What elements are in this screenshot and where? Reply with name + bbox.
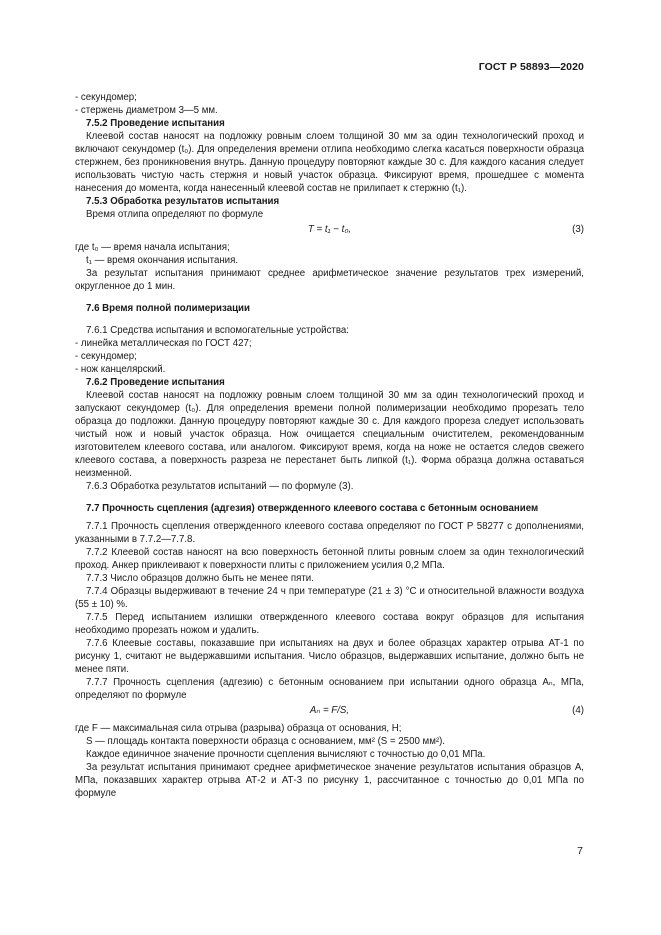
paragraph: Клеевой состав наносят на подложку ровным слоем толщиной 30 мм за один технологический проход и включают секундомер (t₀). Для определения времени отлипа необходимо слегка касаться поверхности образца стержнем, без проникновения внутрь. Данную процедуру повторяют каждые 30 с. Для каждого касания следует использовать чистую часть стержня и новый участок образца. Фиксируют время, прошедшее с момента нанесения до момента, когда нанесенный клеевой состав не прилипает к стержню (t₁). — [75, 131, 584, 194]
paragraph: За результат испытания принимают среднее арифметическое значение результатов испытания образцов A, МПа, показавших характер отрыва АТ-2 и АТ-3 по рисунку 1, рассчитанное с точностью до 0,01 МПа по формуле — [75, 762, 584, 799]
paragraph: Клеевой состав наносят на подложку ровным слоем толщиной 30 мм за один технологический проход и запускают секундомер (t₀). Для определения времени полной полимеризации необходимо прорезать тело образца до подложки. Данную процедуру повторяют каждые 30 с. Для каждого прореза следует использовать чистый нож и новый участок образца. Нож очищается специальным очистителем, рекомендованным изготовителем клеевого состава, или аналогом. Фиксируют время, когда на ноже не остается следов свежего клеевого состава, а поверхность разреза не перестанет быть липкой (t₁). Форма образца должна оставаться неизменной. — [75, 390, 584, 479]
section-heading: 7.6.2 Проведение испытания — [86, 377, 225, 388]
formula-definition: t₁ — время окончания испытания. — [86, 255, 239, 266]
list-item: - стержень диаметром 3—5 мм. — [75, 105, 218, 116]
paragraph: 7.7.2 Клеевой состав наносят на всю поверхность бетонной плиты ровным слоем за один технологический проход. Анкер приклеивают к поверхности плиты с приложением усилия 0,2 МПа. — [75, 547, 584, 571]
paragraph: За результат испытания принимают среднее арифметическое значение результатов трех измерений, округленное до 1 мин. — [75, 268, 584, 292]
paragraph: 7.6.1 Средства испытания и вспомогательные устройства: — [86, 325, 349, 336]
section-heading: 7.5.2 Проведение испытания — [86, 118, 225, 129]
formula-4 — [75, 704, 584, 720]
section-heading: 7.7 Прочность сцепления (адгезия) отвержденного клеевого состава с бетонным основанием — [86, 503, 539, 514]
formula-definition: где t₀ — время начала испытания; — [75, 242, 230, 253]
section-heading: 7.6 Время полной полимеризации — [86, 303, 250, 314]
section-heading: 7.5.3 Обработка результатов испытания — [86, 196, 280, 207]
formula-number: (4) — [572, 705, 584, 716]
paragraph: 7.7.5 Перед испытанием излишки отвержденного клеевого состава вокруг образцов для испытания необходимо прорезать ножом и удалить. — [75, 612, 584, 636]
paragraph: Время отлипа определяют по формуле — [86, 209, 264, 220]
paragraph: 7.7.6 Клеевые составы, показавшие при испытаниях на двух и более образцах характер отрыва АТ-1 по рисунку 1, считают не выдержавшими испытания. Число образцов, выдержавших испытание, должно быть не менее пяти. — [75, 638, 584, 675]
page-number: 7 — [577, 845, 583, 857]
formula-expression: T = t₁ − t₀, — [307, 224, 352, 235]
list-item: - секундомер; — [75, 351, 137, 362]
list-item: - нож канцелярский. — [75, 364, 166, 375]
paragraph: Каждое единичное значение прочности сцепления вычисляют с точностью до 0,01 МПа. — [86, 749, 486, 760]
formula-3 — [75, 223, 584, 239]
paragraph: 7.7.3 Число образцов должно быть не менее пяти. — [86, 573, 314, 584]
document-header: ГОСТ Р 58893—2020 — [478, 61, 584, 73]
formula-number: (3) — [572, 224, 584, 235]
formula-definition: где F — максимальная сила отрыва (разрыва) образца от основания, Н; — [75, 723, 402, 734]
formula-definition: S — площадь контакта поверхности образца с основанием, мм² (S = 2500 мм²). — [86, 736, 445, 747]
paragraph: 7.7.1 Прочность сцепления отвержденного клеевого состава определяют по ГОСТ Р 58277 с дополнениями, указанными в 7.7.2—7.7.8. — [75, 521, 584, 545]
paragraph: 7.7.4 Образцы выдерживают в течение 24 ч при температуре (21 ± 3) °C и относительной влажности воздуха (55 ± 10) %. — [75, 586, 584, 610]
paragraph: 7.6.3 Обработка результатов испытаний — по формуле (3). — [86, 481, 354, 492]
document-body — [75, 91, 584, 800]
list-item: - секундомер; — [75, 92, 137, 103]
paragraph: 7.7.7 Прочность сцепления (адгезию) с бетонным основанием при испытании одного образца Aₙ, МПа, определяют по формуле — [75, 677, 584, 701]
formula-expression: Aₙ = F/S, — [309, 705, 350, 716]
list-item: - линейка металлическая по ГОСТ 427; — [75, 338, 252, 349]
